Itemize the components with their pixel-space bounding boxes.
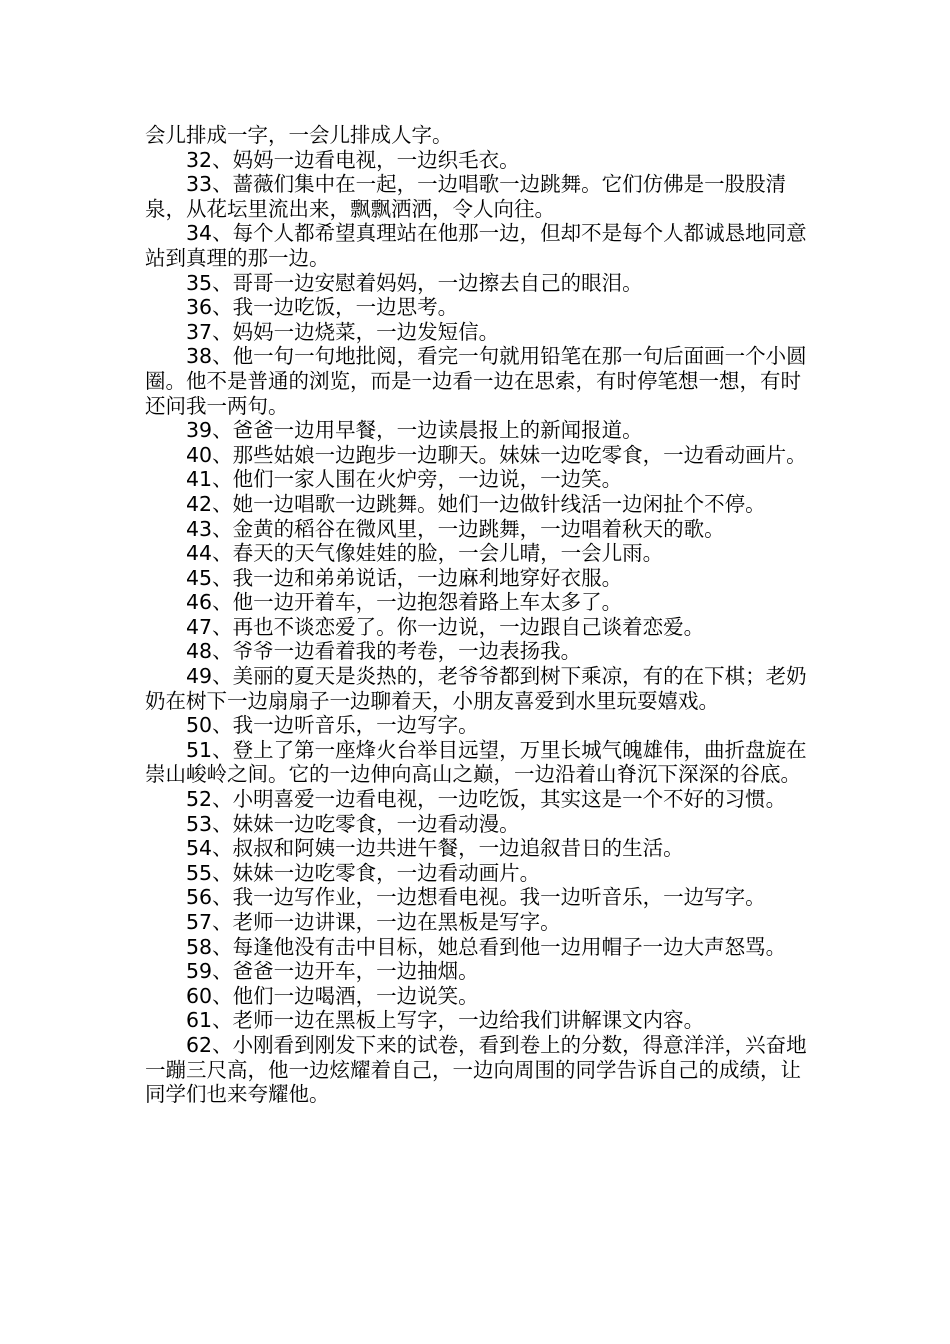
paragraph: 58、每逢他没有击中目标，她总看到他一边用帽子一边大声怒骂。 [186,934,787,959]
paragraph: 50、我一边听音乐，一边写字。 [186,713,479,738]
paragraph: 41、他们一家人围在火炉旁，一边说，一边笑。 [186,467,623,492]
paragraph: 33、蔷薇们集中在一起，一边唱歌一边跳舞。它们仿佛是一股股清泉，从花坛里流出来，飘飘洒洒，令人向往。 [145,172,787,221]
paragraph: 46、他一边开着车，一边抱怨着路上车太多了。 [186,590,623,615]
paragraph: 43、金黄的稻谷在微风里，一边跳舞，一边唱着秋天的歌。 [186,516,725,541]
paragraph: 55、妹妹一边吃零食，一边看动画片。 [186,860,541,885]
paragraph: 32、妈妈一边看电视，一边织毛衣。 [186,147,520,172]
paragraph: 62、小刚看到刚发下来的试卷，看到卷上的分数，得意洋洋，兴奋地一蹦三尺高，他一边炫耀着自己，一边向周围的同学告诉自己的成绩，让同学们也来夸耀他。 [145,1032,807,1107]
paragraph: 39、爸爸一边用早餐，一边读晨报上的新闻报道。 [186,418,643,443]
paragraph: 53、妹妹一边吃零食，一边看动漫。 [186,811,520,836]
paragraph: 49、美丽的夏天是炎热的，老爷爷都到树下乘凉，有的在下棋；老奶奶在树下一边扇扇子一边聊着天，小朋友喜爱到水里玩耍嬉戏。 [145,664,807,713]
paragraph: 51、登上了第一座烽火台举目远望，万里长城气魄雄伟，曲折盘旋在崇山峻岭之间。它的一边伸向高山之巅，一边沿着山脊沉下深深的谷底。 [145,737,807,787]
paragraph: 会儿排成一字，一会儿排成人字。 [145,123,453,147]
paragraph: 36、我一边吃饭，一边思考。 [186,295,459,320]
paragraph: 37、妈妈一边烧菜，一边发短信。 [186,319,500,344]
paragraph: 34、每个人都希望真理站在他那一边，但却不是每个人都诚恳地同意站到真理的那一边。 [145,221,807,270]
document-body [145,123,811,1107]
paragraph: 42、她一边唱歌一边跳舞。她们一边做针线活一边闲扯个不停。 [186,491,766,516]
paragraph: 45、我一边和弟弟说话，一边麻利地穿好衣服。 [186,565,623,590]
paragraph: 35、哥哥一边安慰着妈妈，一边擦去自己的眼泪。 [186,270,643,295]
paragraph: 54、叔叔和阿姨一边共进午餐，一边追叙昔日的生活。 [186,836,684,861]
paragraph: 38、他一句一句地批阅，看完一句就用铅笔在那一句后面画一个小圆圈。他不是普通的浏览，而是一边看一边在思索，有时停笔想一想，有时还问我一两句。 [145,344,807,418]
paragraph: 60、他们一边喝酒，一边说笑。 [186,983,479,1008]
paragraph: 57、老师一边讲课，一边在黑板是写字。 [186,910,561,934]
paragraph: 44、春天的天气像娃娃的脸，一会儿晴，一会儿雨。 [186,541,664,566]
paragraph: 56、我一边写作业，一边想看电视。我一边听音乐，一边写字。 [186,885,766,910]
paragraph: 48、爷爷一边看着我的考卷，一边表扬我。 [186,639,582,664]
paragraph: 40、那些姑娘一边跑步一边聊天。妹妹一边吃零食，一边看动画片。 [186,442,807,467]
paragraph: 52、小明喜爱一边看电视，一边吃饭，其实这是一个不好的习惯。 [186,787,787,812]
paragraph: 59、爸爸一边开车，一边抽烟。 [186,959,479,984]
paragraph: 61、老师一边在黑板上写字，一边给我们讲解课文内容。 [186,1008,705,1033]
paragraph: 47、再也不谈恋爱了。你一边说，一边跟自己谈着恋爱。 [186,614,705,639]
